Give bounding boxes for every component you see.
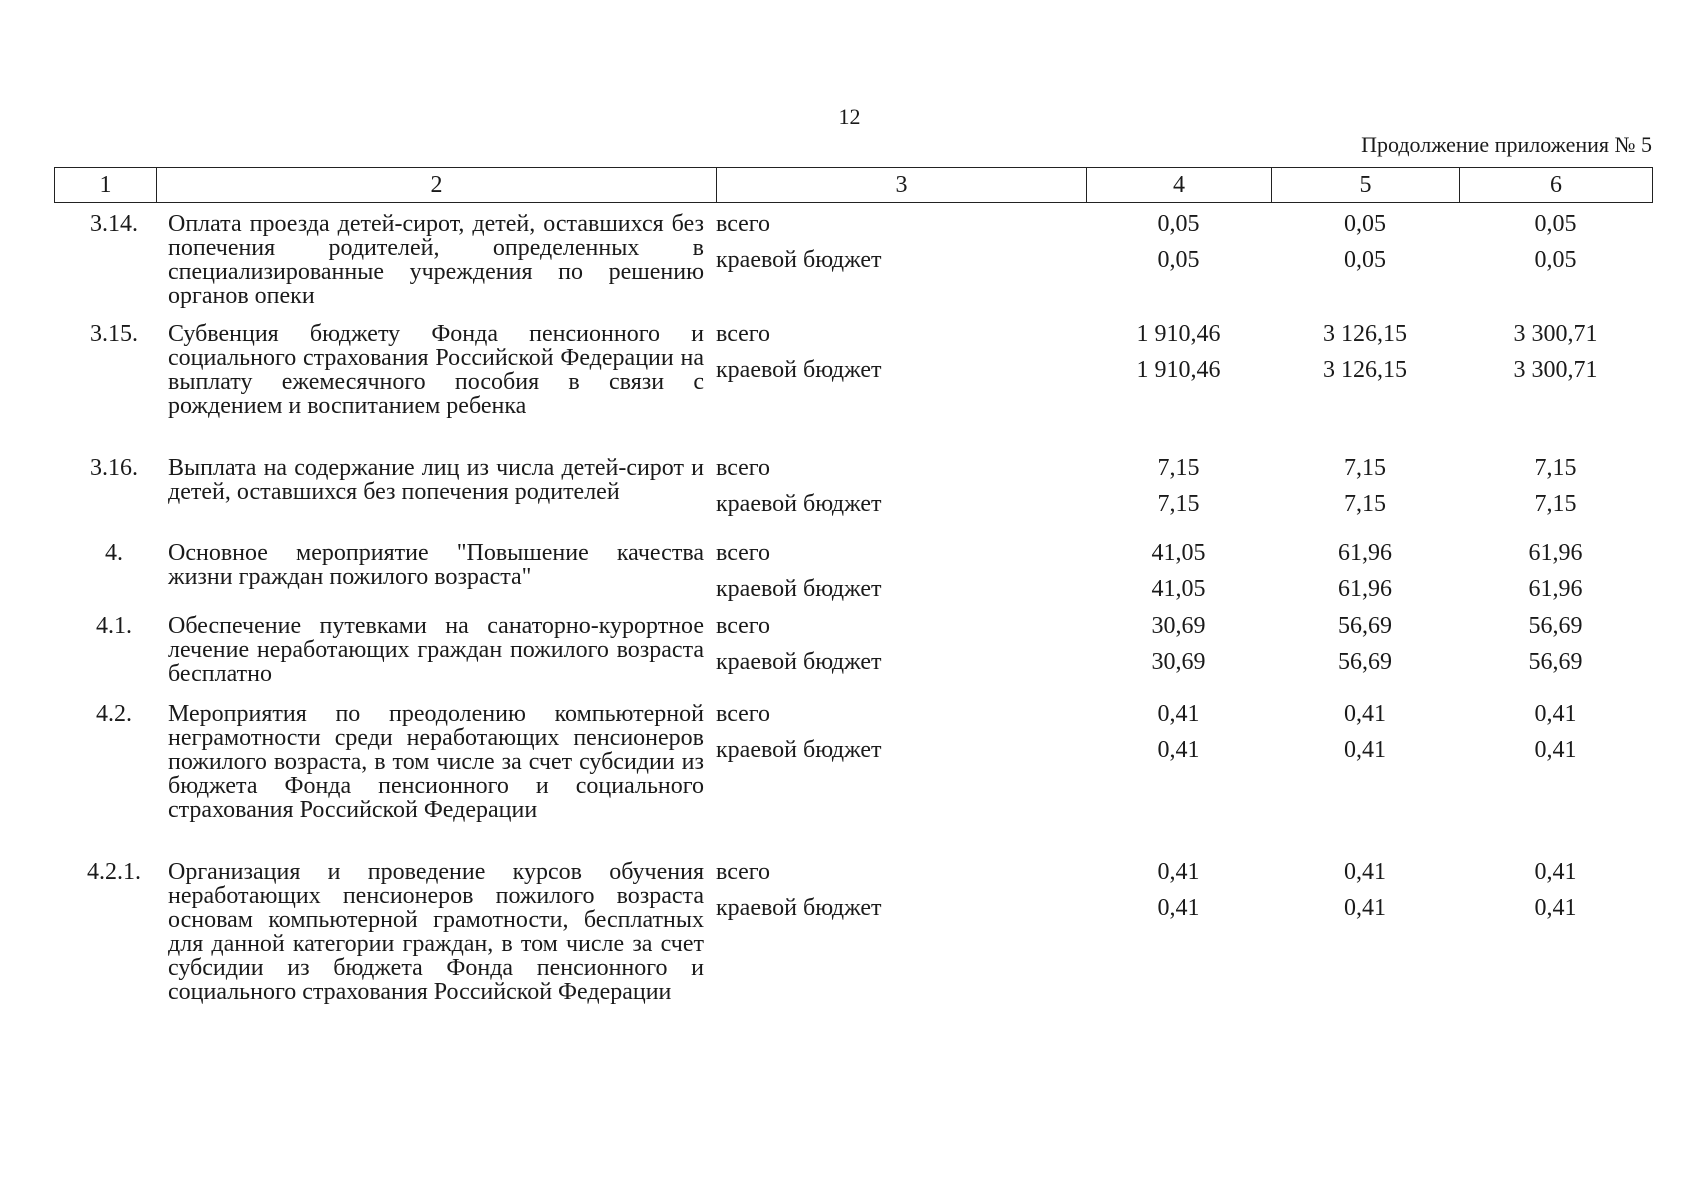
- column-number-header: [54, 167, 1653, 203]
- header-col-4: 4: [1087, 168, 1272, 203]
- value-col-6: [1459, 322, 1652, 456]
- regional-value: 0,41: [1157, 895, 1200, 921]
- row-description: Основное мероприятие "Повышение качества жизни граждан пожилого возраста": [168, 540, 704, 590]
- row-description: Мероприятия по преодолению компьютерной неграмотности среди неработающих пенсионеров пожилого возраста, в том числе за счет субсидии из бюджета Фонда пенсионного и социального страхования Российской Федерации: [168, 701, 704, 823]
- value-col-6: [1459, 541, 1652, 614]
- regional-value: 61,96: [1528, 576, 1583, 602]
- regional-value: 0,41: [1534, 895, 1577, 921]
- table-row: [54, 456, 1652, 541]
- value-col-5: [1271, 702, 1459, 860]
- row-description: Обеспечение путевками на санаторно-курортное лечение неработающих граждан пожилого возраста бесплатно: [168, 613, 704, 687]
- total-value: 3 126,15: [1323, 321, 1407, 347]
- value-col-4: [1086, 702, 1271, 860]
- total-value: 41,05: [1151, 540, 1206, 566]
- table-row: [54, 614, 1652, 702]
- source-regional-label: краевой бюджет: [716, 737, 882, 763]
- table-row: [54, 212, 1652, 322]
- source-regional-label: краевой бюджет: [716, 649, 882, 675]
- value-col-5: [1271, 541, 1459, 614]
- regional-value: 41,05: [1151, 576, 1206, 602]
- regional-value: 1 910,46: [1136, 357, 1221, 383]
- row-description: Выплата на содержание лиц из числа детей-сирот и детей, оставшихся без попечения родителей: [168, 455, 704, 505]
- source-total-label: всего: [716, 455, 771, 481]
- row-number: 4.2.1.: [87, 859, 141, 885]
- value-col-6: [1459, 212, 1652, 322]
- source-regional-label: краевой бюджет: [716, 895, 882, 921]
- total-value: 0,05: [1157, 211, 1200, 237]
- regional-value: 30,69: [1151, 649, 1206, 675]
- header-row: [55, 168, 1653, 203]
- row-number: 4.1.: [96, 613, 132, 639]
- table-body: [54, 212, 1652, 1060]
- value-col-4: [1086, 860, 1271, 1060]
- regional-value: 56,69: [1338, 649, 1392, 675]
- total-value: 0,41: [1344, 701, 1386, 727]
- regional-value: 0,41: [1344, 895, 1386, 921]
- header-col-5: 5: [1272, 168, 1460, 203]
- source-regional-label: краевой бюджет: [716, 357, 882, 383]
- total-value: 0,41: [1157, 701, 1200, 727]
- regional-value: 7,15: [1344, 491, 1386, 517]
- source-total-label: всего: [716, 321, 771, 347]
- row-number: 3.14.: [90, 211, 138, 237]
- source-regional-label: краевой бюджет: [716, 247, 882, 273]
- regional-value: 0,41: [1534, 737, 1577, 763]
- table-row: [54, 702, 1652, 860]
- funding-source: [704, 456, 1086, 541]
- row-number: 3.16.: [90, 455, 138, 481]
- total-value: 1 910,46: [1136, 321, 1221, 347]
- total-value: 0,41: [1157, 859, 1200, 885]
- value-col-6: [1459, 860, 1652, 1060]
- regional-value: 3 126,15: [1323, 357, 1407, 383]
- funding-source: [704, 860, 1086, 1060]
- total-value: 56,69: [1338, 613, 1392, 639]
- header-col-2: 2: [157, 168, 717, 203]
- row-description: Оплата проезда детей-сирот, детей, оставшихся без попечения родителей, определенных в специализированные учреждения по решению органов опеки: [168, 211, 704, 309]
- value-col-5: [1271, 456, 1459, 541]
- funding-source: [704, 702, 1086, 860]
- total-value: 0,05: [1534, 211, 1577, 237]
- source-regional-label: краевой бюджет: [716, 491, 882, 517]
- value-col-6: [1459, 702, 1652, 860]
- total-value: 7,15: [1157, 455, 1200, 481]
- total-value: 0,05: [1344, 211, 1386, 237]
- value-col-4: [1086, 541, 1271, 614]
- row-number: 4.: [105, 540, 123, 566]
- funding-source: [704, 212, 1086, 322]
- header-col-1: 1: [55, 168, 157, 203]
- value-col-4: [1086, 456, 1271, 541]
- row-number: 4.2.: [96, 701, 132, 727]
- source-regional-label: краевой бюджет: [716, 576, 882, 602]
- row-description: Организация и проведение курсов обучения неработающих пенсионеров пожилого возраста основам компьютерной грамотности, бесплатных для данной категории граждан, в том числе за счет субсидии из бюджета Фонда пенсионного и социального страхования Российской Федерации: [168, 859, 704, 1005]
- total-value: 0,41: [1344, 859, 1386, 885]
- total-value: 56,69: [1528, 613, 1583, 639]
- source-total-label: всего: [716, 613, 771, 639]
- value-col-4: [1086, 614, 1271, 702]
- regional-value: 0,41: [1344, 737, 1386, 763]
- total-value: 61,96: [1528, 540, 1583, 566]
- regional-value: 0,05: [1157, 247, 1200, 273]
- source-total-label: всего: [716, 701, 771, 727]
- value-col-4: [1086, 322, 1271, 456]
- regional-value: 0,05: [1534, 247, 1577, 273]
- total-value: 7,15: [1344, 455, 1386, 481]
- total-value: 0,41: [1534, 859, 1577, 885]
- regional-value: 61,96: [1338, 576, 1392, 602]
- source-total-label: всего: [716, 211, 771, 237]
- regional-value: 3 300,71: [1513, 357, 1598, 383]
- value-col-6: [1459, 456, 1652, 541]
- regional-value: 56,69: [1528, 649, 1583, 675]
- total-value: 0,41: [1534, 701, 1577, 727]
- funding-source: [704, 614, 1086, 702]
- value-col-5: [1271, 860, 1459, 1060]
- funding-source: [704, 541, 1086, 614]
- regional-value: 7,15: [1534, 491, 1577, 517]
- table-row: [54, 541, 1652, 614]
- header-col-6: 6: [1460, 168, 1653, 203]
- source-total-label: всего: [716, 859, 771, 885]
- row-number: 3.15.: [90, 321, 138, 347]
- table-row: [54, 860, 1652, 1060]
- value-col-5: [1271, 614, 1459, 702]
- regional-value: 0,05: [1344, 247, 1386, 273]
- row-description: Субвенция бюджету Фонда пенсионного и социального страхования Российской Федерации на выплату ежемесячного пособия в связи с рождением и воспитанием ребенка: [168, 321, 704, 419]
- value-col-5: [1271, 322, 1459, 456]
- value-col-4: [1086, 212, 1271, 322]
- total-value: 3 300,71: [1513, 321, 1598, 347]
- page-number: 12: [838, 104, 861, 129]
- source-total-label: всего: [716, 540, 771, 566]
- total-value: 30,69: [1151, 613, 1206, 639]
- value-col-6: [1459, 614, 1652, 702]
- table-row: [54, 322, 1652, 456]
- funding-source: [704, 322, 1086, 456]
- value-col-5: [1271, 212, 1459, 322]
- regional-value: 0,41: [1157, 737, 1200, 763]
- regional-value: 7,15: [1157, 491, 1200, 517]
- total-value: 61,96: [1338, 540, 1392, 566]
- header-col-3: 3: [717, 168, 1087, 203]
- appendix-continuation-label: Продолжение приложения № 5: [1361, 132, 1652, 157]
- total-value: 7,15: [1534, 455, 1577, 481]
